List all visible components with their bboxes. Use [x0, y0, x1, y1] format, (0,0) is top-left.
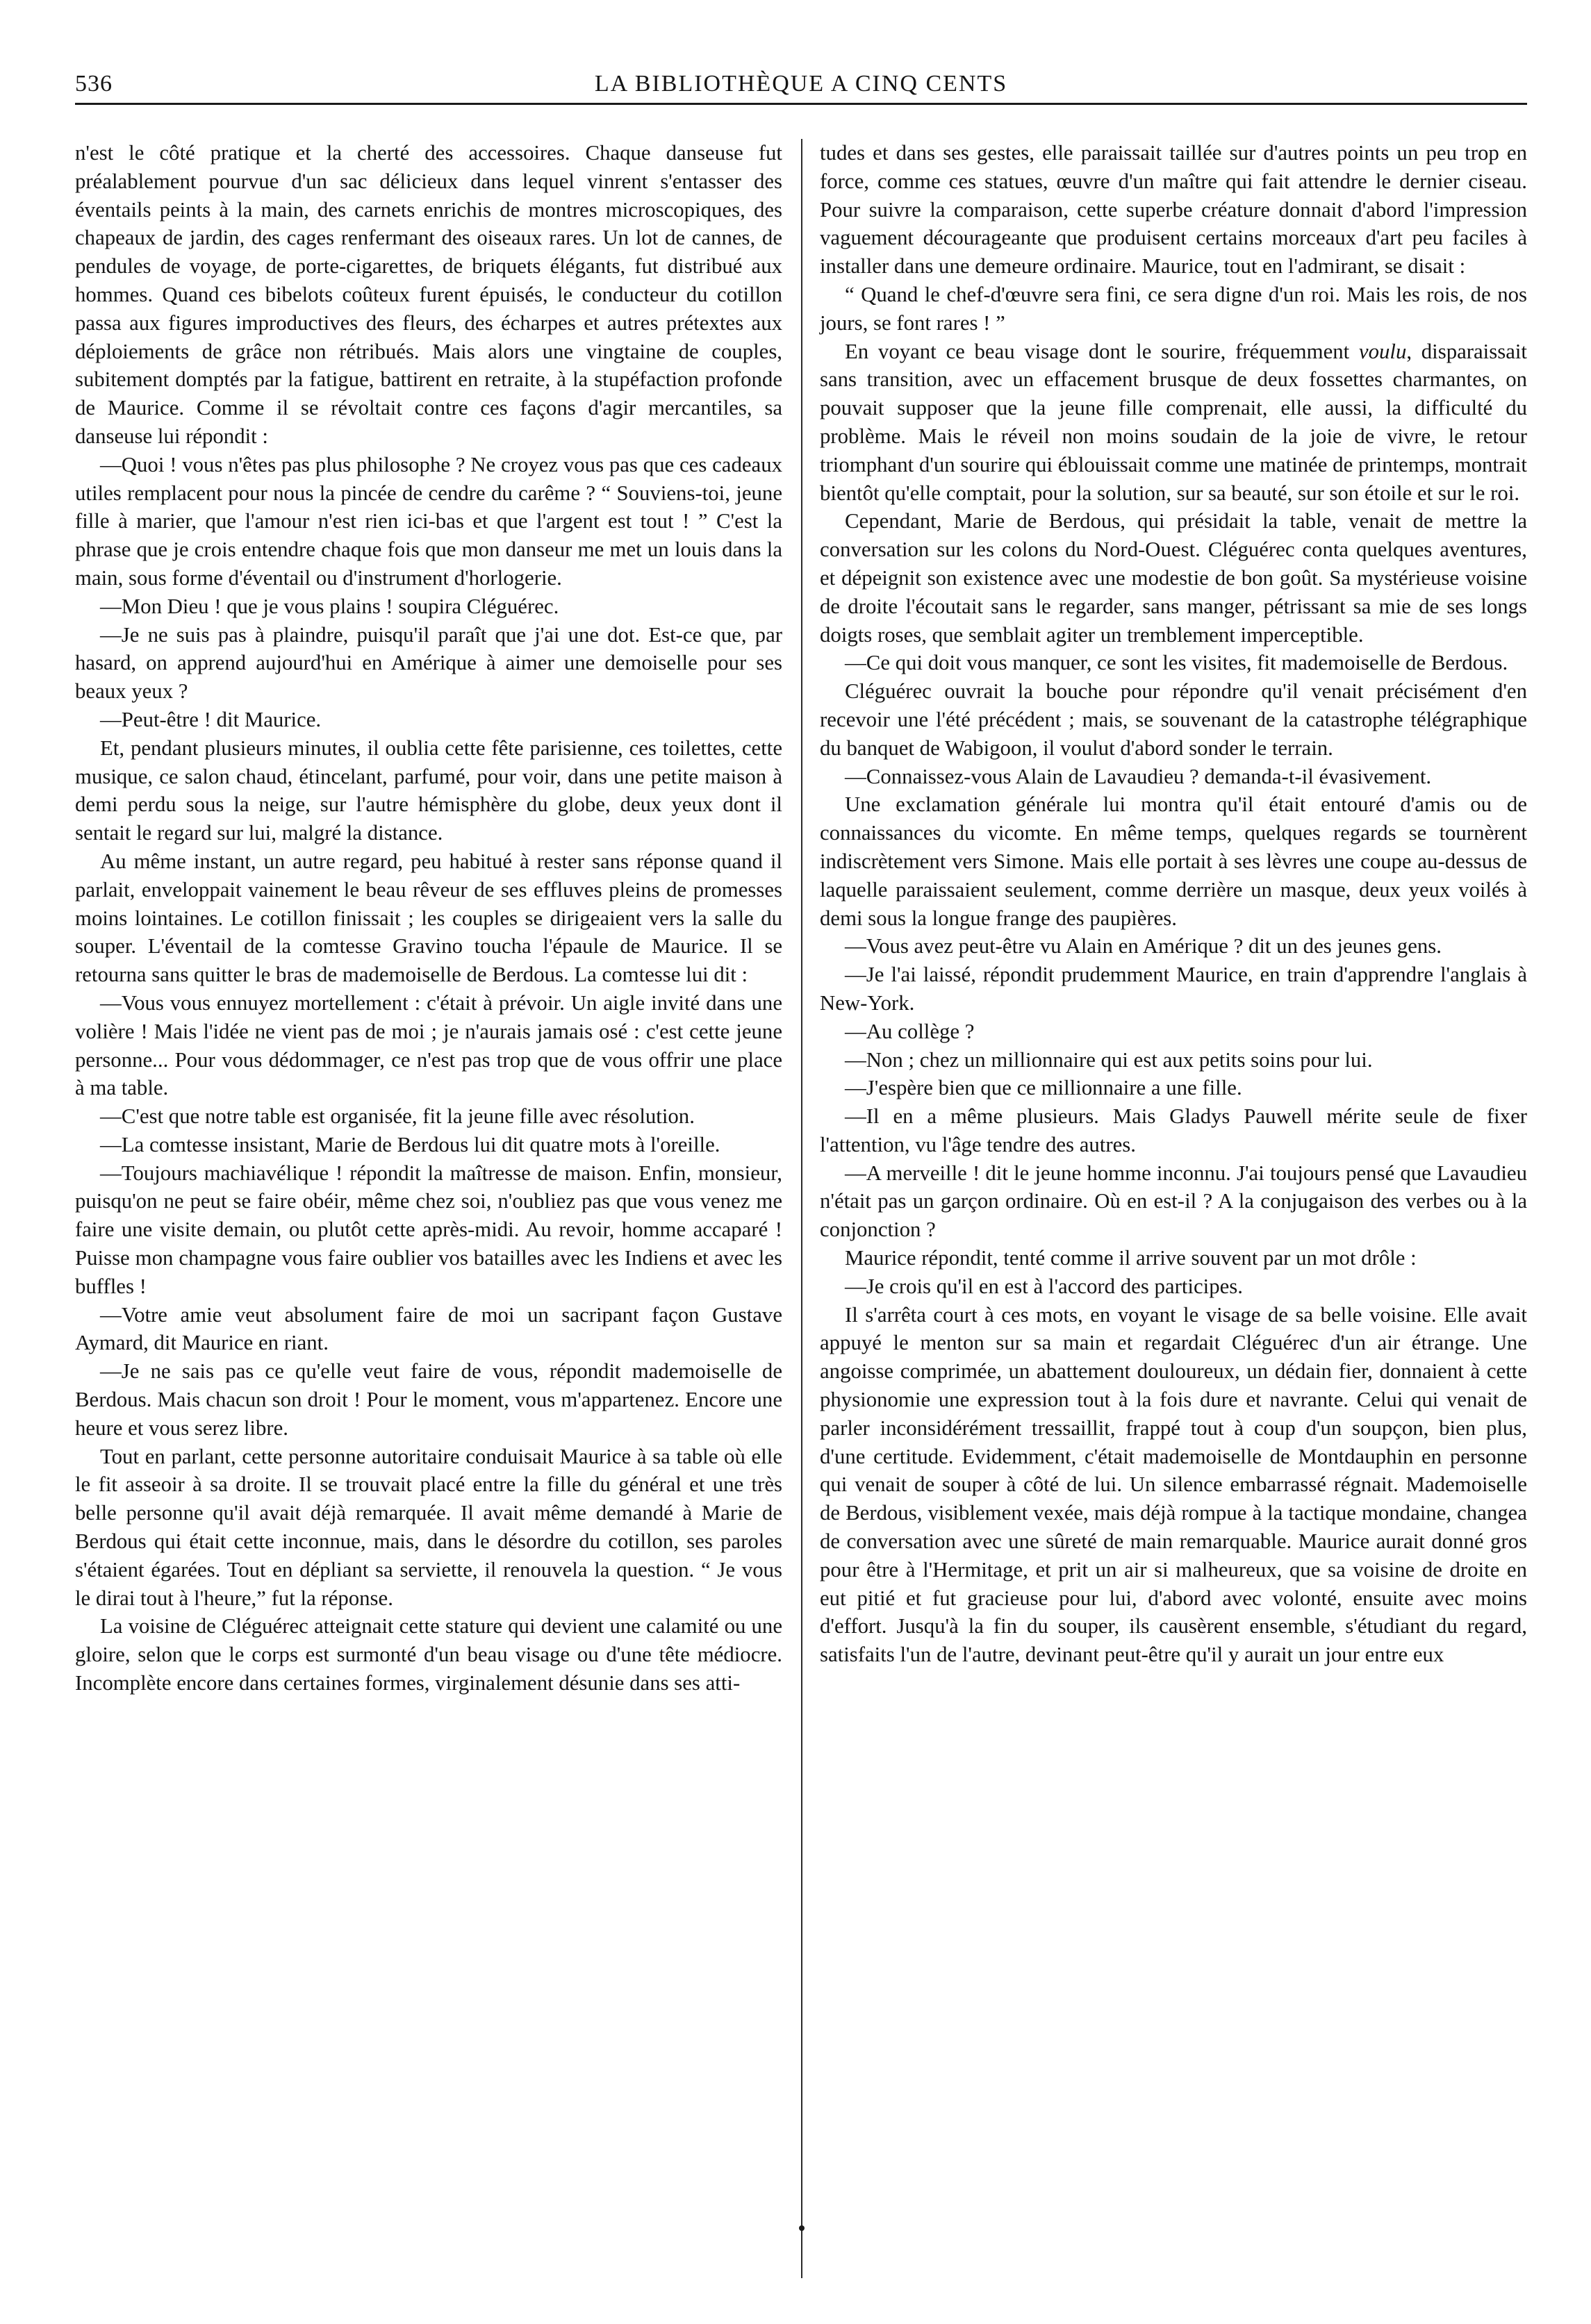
paragraph: Au même instant, un autre regard, peu habitué à rester sans réponse quand il parlait, enveloppait vainement le beau rêveur de ses effluves pleins de promesses moins lointaines. Le cotillon finissait ; les couples se dirigeaient vers la salle du souper. L'éventail de la comtesse Gravino toucha l'épaule de Maurice. Il se retourna sans quitter le bras de mademoiselle de Berdous. La comtesse lui dit :	[75, 849, 782, 987]
paragraph: La voisine de Cléguérec atteignait cette stature qui devient une calamité ou une gloire, selon que le corps est surmonté d'un beau visage ou d'une tête médiocre. Incomplète encore dans certaines formes, virginalement désunie dans ses atti-	[75, 1614, 782, 1695]
page	[75, 67, 1527, 1695]
paragraph: Maurice répondit, tenté comme il arrive souvent par un mot drôle :	[845, 1246, 1417, 1270]
paragraph: —C'est que notre table est organisée, fit la jeune fille avec résolution.	[100, 1104, 695, 1129]
left-column	[75, 139, 782, 1698]
paragraph: Une exclamation générale lui montra qu'il était entouré d'amis ou de connaissances du vicomte. En même temps, quelques regards se tournèrent indiscrètement vers Simone. Mais elle portait à ses lèvres une coupe au-dessus de laquelle paraissaient seulement, comme derrière un masque, deux yeux voilés à demi sous la longue frange des paupières.	[820, 792, 1527, 930]
paragraph: —Je ne suis pas à plaindre, puisqu'il paraît que j'ai une dot. Est-ce que, par hasard, on apprend aujourd'hui en Amérique à aimer une demoiselle pour ses beaux yeux ?	[75, 622, 782, 704]
paragraph: tudes et dans ses gestes, elle paraissait taillée sur d'autres points un peu trop en force, comme ces statues, œuvre d'un maître qui fait attendre le dernier ciseau. Pour suivre la comparaison, cette superbe créature donnait d'abord l'impression vaguement décourageante que produisent certains morceaux d'art peu faciles à installer dans une demeure ordinaire. Maurice, tout en l'admirant, se disait :	[820, 141, 1527, 279]
paragraph: —Connaissez-vous Alain de Lavaudieu ? demanda-t-il évasivement.	[845, 764, 1432, 788]
paragraph: —Toujours machiavélique ! répondit la maîtresse de maison. Enfin, monsieur, puisqu'on ne peut se faire obéir, même chez soi, n'oubliez pas que vous venez me faire une visite demain, ou plutôt cette après-midi. Au revoir, homme accaparé ! Puisse mon champagne vous faire oublier vos batailles avec les Indiens et avec les buffles !	[75, 1161, 782, 1298]
right-column	[820, 139, 1527, 1669]
column-rule	[801, 139, 802, 2278]
paragraph: —Peut-être ! dit Maurice.	[100, 707, 322, 731]
paragraph: Cependant, Marie de Berdous, qui présidait la table, venait de mettre la conversation sur les colons du Nord-Ouest. Cléguérec conta quelques aventures, et dépeignit son existence avec une modestie de bon goût. Sa mystérieuse voisine de droite l'écoutait sans le regarder, sans manger, pétrissant sa mie de ses longs doigts roses, que semblait agiter un tremblement imperceptible.	[820, 509, 1527, 647]
paragraph: —Je crois qu'il en est à l'accord des participes.	[845, 1274, 1243, 1298]
paragraph: —Non ; chez un millionnaire qui est aux petits soins pour lui.	[845, 1047, 1373, 1072]
running-head	[75, 67, 1527, 103]
paragraph: En voyant ce beau visage dont le sourire, fréquemment voulu, disparaissait sans transition, avec un effacement brusque de deux fossettes charmantes, on pouvait supposer que la jeune fille comprenait, elle aussi, la difficulté du problème. Mais le réveil non moins soudain de la joie de vivre, le retour triomphant d'un sourire qui éblouissait comme une matinée de printemps, montrait bientôt qu'elle comptait, pour la solution, sur sa beauté, sur son étoile et sur le roi.	[820, 339, 1527, 505]
paragraph: —La comtesse insistant, Marie de Berdous lui dit quatre mots à l'oreille.	[100, 1132, 720, 1156]
header-rule	[75, 103, 1527, 105]
paragraph: —J'espère bien que ce millionnaire a une fille.	[845, 1076, 1242, 1100]
text-columns	[75, 139, 1527, 2278]
paragraph: n'est le côté pratique et la cherté des accessoires. Chaque danseuse fut préalablement pourvue d'un sac délicieux dans lequel vinrent s'entasser des éventails peints à la main, des carnets enrichis de montres microscopiques, des chapeaux de jardin, des cages renfermant des oiseaux rares. Un lot de cannes, de pendules de voyage, de porte-cigarettes, de briquets élégants, fut distribué aux hommes. Quand ces bibelots coûteux furent épuisés, le conducteur du cotillon passa aux figures improductives des fleurs, des écharpes et autres prétextes aux déploiements de grâce non rétribués. Mais alors une vingtaine de couples, subitement domptés par la fatigue, battirent en retraite, à la stupéfaction profonde de Maurice. Comme il se révoltait contre ces façons d'agir mercantiles, sa danseuse lui répondit :	[75, 141, 782, 448]
paragraph: —Je ne sais pas ce qu'elle veut faire de vous, répondit mademoiselle de Berdous. Mais chacun son droit ! Pour le moment, vous m'appartenez. Encore une heure et vous serez libre.	[75, 1359, 782, 1440]
paragraph: —Quoi ! vous n'êtes pas plus philosophe ? Ne croyez vous pas que ces cadeaux utiles remplacent pour nous la pincée de cendre du carême ? “ Souviens-toi, jeune fille à marier, que l'amour n'est rien ici-bas et que l'argent est tout ! ” C'est la phrase que je crois entendre chaque fois que mon danseur me met un louis dans la main, sous forme d'éventail ou d'instrument d'horlogerie.	[75, 452, 782, 590]
footer-mark	[799, 2225, 805, 2231]
page-number: 536	[75, 71, 113, 97]
paragraph: —Vous vous ennuyez mortellement : c'était à prévoir. Un aigle invité dans une volière ! Mais l'idée ne vient pas de moi ; je n'aurais jamais osé : c'est cette jeune personne... Pour vous dédommager, ce n'est pas trop que de vous offrir une place à ma table.	[75, 990, 782, 1100]
emphasis: voulu	[1358, 339, 1407, 363]
paragraph: —Votre amie veut absolument faire de moi un sacripant façon Gustave Aymard, dit Maurice en riant.	[75, 1302, 782, 1355]
paragraph: Tout en parlant, cette personne autoritaire conduisait Maurice à sa table où elle le fit asseoir à sa droite. Il se trouvait placé entre la fille du général et une très belle personne qu'il avait déjà remarquée. Il avait même demandé à Marie de Berdous qui était cette inconnue, mais, dans le désordre du cotillon, ses paroles s'étaient égarées. Tout en dépliant sa serviette, il renouvela la question. “ Je vous le dirai tout à l'heure,” fut la réponse.	[75, 1444, 782, 1610]
paragraph: —Je l'ai laissé, répondit prudemment Maurice, en train d'apprendre l'anglais à New-York.	[820, 963, 1527, 1015]
paragraph: Et, pendant plusieurs minutes, il oublia cette fête parisienne, ces toilettes, cette musique, ce salon chaud, étincelant, parfumé, pour voir, dans une petite maison à demi perdu sous la neige, sur l'autre hémisphère du globe, deux yeux dont il sentait le regard sur lui, malgré la distance.	[75, 736, 782, 845]
running-title: LA BIBLIOTHÈQUE A CINQ CENTS	[594, 71, 1008, 97]
paragraph: “ Quand le chef-d'œuvre sera fini, ce sera digne d'un roi. Mais les rois, de nos jours, se font rares ! ”	[820, 282, 1527, 335]
paragraph: —Ce qui doit vous manquer, ce sont les visites, fit mademoiselle de Berdous.	[845, 651, 1508, 675]
paragraph: —Mon Dieu ! que je vous plains ! soupira Cléguérec.	[100, 594, 559, 618]
paragraph: —A merveille ! dit le jeune homme inconnu. J'ai toujours pensé que Lavaudieu n'était pas un garçon ordinaire. Où en est-il ? A la conjugaison des verbes ou à la conjonction ?	[820, 1161, 1527, 1242]
paragraph: —Vous avez peut-être vu Alain en Amérique ? dit un des jeunes gens.	[845, 934, 1442, 958]
paragraph: —Il en a même plusieurs. Mais Gladys Pauwell mérite seule de fixer l'attention, vu l'âge tendre des autres.	[820, 1104, 1527, 1156]
paragraph: Il s'arrêta court à ces mots, en voyant le visage de sa belle voisine. Elle avait appuyé le menton sur sa main et regardait Cléguérec d'un air étrange. Une angoisse comprimée, un abattement douloureux, un dédain fier, donnaient à cette physionomie une expression tout à la fois dure et navrante. Celui qui venait de parler inconsidérément tressaillit, frappé tout à coup d'un soupçon, bien plus, d'une certitude. Evidemment, c'était mademoiselle de Montdauphin en personne qui venait de souper à côté de lui. Un silence embarrassé régnait. Mademoiselle de Berdous, visiblement vexée, mais déjà rompue à la tactique mondaine, changea de conversation avec une sûreté de main remarquable. Maurice aurait donné gros pour être à l'Hermitage, et prit un air si malheureux, que sa voisine de droite en eut pitié et fut gracieuse pour lui, d'abord avec volonté, ensuite avec moins d'effort. Jusqu'à la fin du souper, ils causèrent ensemble, s'étudiant du regard, satisfaits l'un de l'autre, devinant peut-être qu'il y aurait un jour entre eux	[820, 1302, 1527, 1667]
paragraph: Cléguérec ouvrait la bouche pour répondre qu'il venait précisément d'en recevoir une l'été précédent ; mais, se souvenant de la catastrophe télégraphique du banquet de Wabigoon, il voulut d'abord sonder le terrain.	[820, 679, 1527, 760]
paragraph: —Au collège ?	[845, 1019, 975, 1043]
